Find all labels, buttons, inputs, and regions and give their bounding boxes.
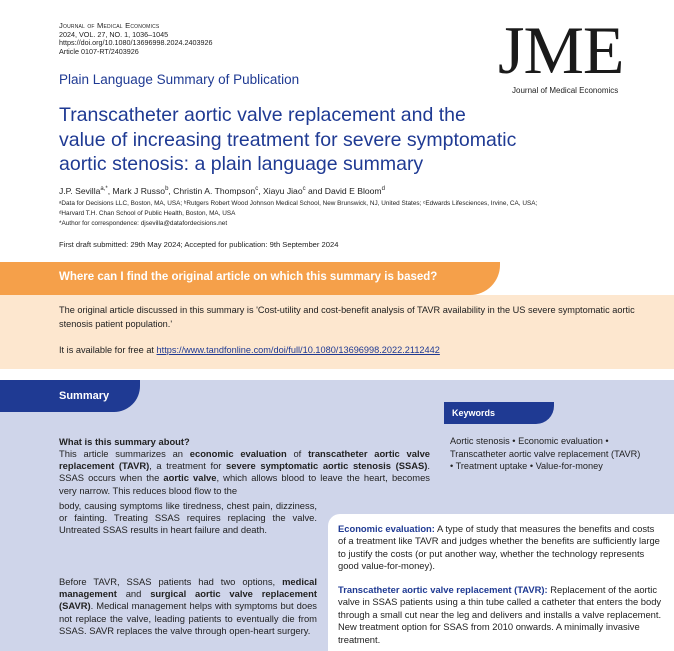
author-list	[59, 186, 385, 196]
summary-text: , which allows blood to leave the heart, becomes very narrow. This reduces blood flow to the	[59, 472, 430, 496]
author-sup: b	[165, 186, 169, 193]
submission-dates: First draft submitted: 29th May 2024; Accepted for publication: 9th September 2024	[59, 240, 339, 249]
author-name: , Christin A. Thompson	[168, 186, 256, 196]
definition-text: Replacement of the aortic valve in SSAS patients using a thin tube called a catheter that enters the body through a small cut near the leg and delivers and installs a valve replacement. New treatment option for SSAS from 2010 onwards. A minimally invasive treatment.	[338, 584, 662, 645]
author-sup: c	[255, 186, 259, 193]
summary-text: . SSAS occurs when the	[59, 460, 430, 484]
summary-bold: economic evaluation	[189, 448, 287, 459]
summary-heading: Summary	[59, 390, 110, 402]
summary-bold: surgical aortic valve replacement (SAVR)	[59, 588, 317, 612]
article-title	[59, 103, 529, 177]
original-article-text: The original article discussed in this summary is 'Cost-utility and cost-benefit analysis of TAVR availability in the US severe symptomatic aortic stenosis patient population.'	[59, 305, 635, 329]
journal-article-id: Article 0107-RT/2403926	[59, 46, 139, 56]
journal-name: Journal of Medical Economics	[59, 21, 160, 30]
logo-subtitle: Journal of Medical Economics	[512, 86, 619, 95]
journal-meta	[59, 22, 212, 56]
author-name: J.P. Sevilla	[59, 186, 101, 196]
summary-paragraph	[59, 448, 430, 497]
definition-text: A type of study that measures the benefits and costs of a treatment like TAVR and judges whether the benefits are sufficiently large to justify the costs (or put another way, whether the technology represents good value-for-money).	[338, 523, 660, 572]
summary-bold: medical management	[59, 576, 317, 600]
author-sup: d	[381, 186, 385, 193]
definitions-box	[328, 514, 674, 651]
author-sup: a,*	[100, 186, 108, 193]
affiliation-line: ᵈHarvard T.H. Chan School of Public Health, Boston, MA, USA	[59, 210, 236, 217]
definition-term: Economic evaluation:	[338, 523, 435, 534]
summary-bold: transcatheter aortic valve replacement (TAVR)	[59, 448, 431, 472]
author-name: , Xiayu Jiao	[258, 186, 303, 196]
summary-bold: severe symptomatic aortic stenosis (SSAS)	[226, 460, 428, 472]
keywords-text: Aortic stenosis • Economic evaluation • Transcatheter aortic valve replacement (TAVR) • Treatment uptake • Value-for-money	[450, 436, 641, 471]
correspondence: *Author for correspondence: djsevilla@datafordecisions.net	[59, 220, 228, 227]
summary-text: This article summarizes an	[59, 448, 190, 459]
keywords-heading-bar	[444, 402, 554, 424]
definition-item	[338, 523, 664, 573]
summary-heading-bar	[0, 380, 140, 412]
original-article-section	[0, 295, 674, 369]
jme-logo	[498, 12, 658, 100]
summary-text: . Medical management helps with symptoms but does not replace the valve, leading patients to eventually die from SSAS. SAVR replaces the valve through open-heart surgery.	[59, 600, 317, 636]
original-article-heading: Where can I find the original article on which this summary is based?	[59, 271, 438, 283]
summary-bold: aortic valve	[163, 472, 217, 484]
title-line: aortic stenosis: a plain language summary	[59, 153, 424, 175]
journal-volume: 2024, VOL. 27, NO. 1, 1036–1045	[59, 29, 169, 39]
logo-letters: JME	[498, 12, 624, 88]
summary-text: of	[286, 448, 309, 459]
title-line: Transcatheter aortic valve replacement and the	[59, 104, 466, 126]
affiliations	[59, 199, 659, 229]
original-article-link[interactable]: https://www.tandfonline.com/doi/full/10.1080/13696998.2022.2112442	[156, 345, 440, 355]
journal-doi[interactable]: https://doi.org/10.1080/13696998.2024.2403926	[59, 38, 213, 48]
keywords-heading: Keywords	[452, 408, 496, 418]
definition-term: Transcatheter aortic valve replacement (TAVR):	[338, 584, 548, 595]
publication-type-label: Plain Language Summary of Publication	[59, 72, 300, 87]
summary-question: What is this summary about?	[59, 436, 190, 447]
keywords-box	[444, 402, 646, 492]
title-line: value of increasing treatment for severe symptomatic	[59, 128, 517, 151]
summary-paragraph	[59, 576, 317, 637]
author-name: , Mark J Russo	[107, 186, 166, 196]
summary-text: Before TAVR, SSAS patients had two options,	[59, 576, 283, 587]
original-article-availability	[59, 345, 440, 355]
summary-text: , a treatment for	[149, 460, 227, 472]
definition-item	[338, 584, 664, 646]
summary-paragraph-continued: body, causing symptoms like tiredness, chest pain, dizziness, or fainting. Treating SSAS requires replacing the valve. Untreated SSAS results in heart failure and death.	[59, 500, 317, 536]
author-sup: c	[302, 186, 306, 193]
original-article-heading-bar	[0, 262, 500, 295]
summary-text: and	[116, 588, 151, 600]
affiliation-line: ᵃData for Decisions LLC, Boston, MA, USA; ᵇRutgers Robert Wood Johnson Medical School, New Brunswick, NJ, United States; ᶜEdwards Lifesciences, Irvine, CA, USA;	[59, 200, 538, 207]
availability-prefix: It is available for free at	[59, 345, 157, 355]
author-name: and David E Bloom	[305, 186, 382, 196]
